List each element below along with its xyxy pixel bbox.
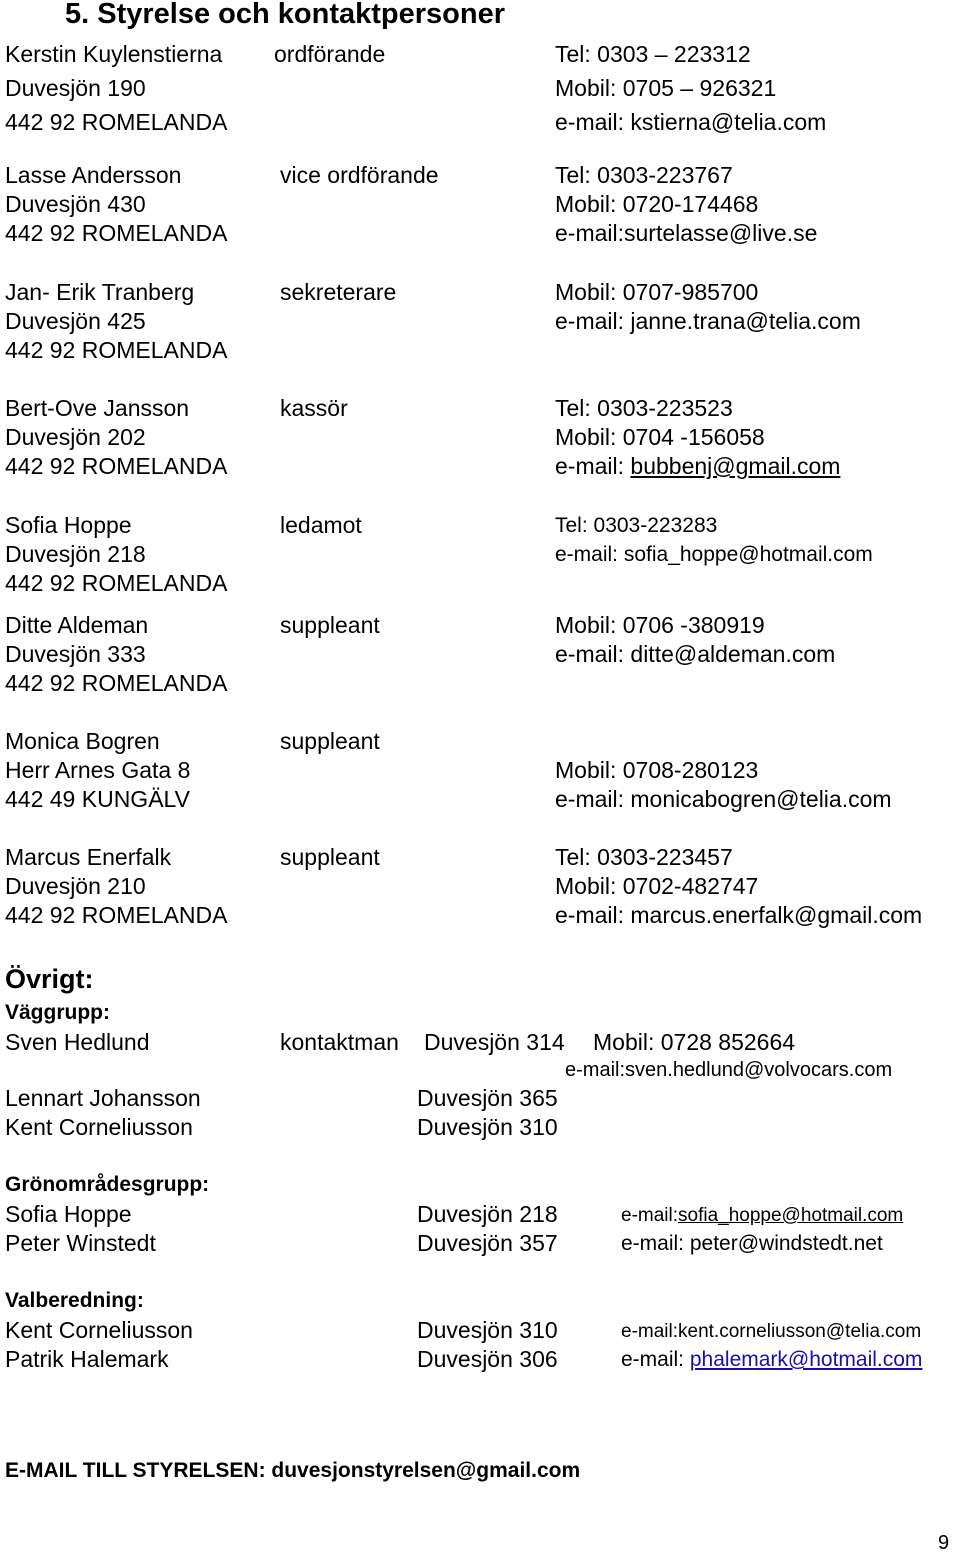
member-role: ordförande — [274, 41, 386, 67]
member-name: Monica Bogren — [5, 728, 160, 754]
contact-name: Peter Winstedt — [5, 1230, 156, 1256]
member-email: e-mail: kstierna@telia.com — [555, 109, 827, 135]
member-postal: 442 92 ROMELANDA — [5, 220, 228, 246]
email-link[interactable]: bubbenj@gmail.com — [630, 453, 841, 479]
member-mobile: Mobil: 0706 -380919 — [555, 612, 765, 638]
member-phone: Tel: 0303-223457 — [555, 844, 733, 870]
member-phone: Tel: 0303-223283 — [555, 514, 718, 537]
contact-address: Duvesjön 357 — [417, 1230, 558, 1256]
member-name: Marcus Enerfalk — [5, 844, 172, 870]
member-mobile: Mobil: 0708-280123 — [555, 757, 759, 783]
contact-email: e-mail:kent.corneliusson@telia.com — [621, 1321, 922, 1342]
member-postal: 442 92 ROMELANDA — [5, 902, 228, 928]
member-role: ledamot — [280, 512, 362, 538]
member-mobile: Mobil: 0702-482747 — [555, 873, 759, 899]
member-mobile: Mobil: 0704 -156058 — [555, 424, 765, 450]
contact-email: e-mail: peter@windstedt.net — [621, 1232, 883, 1255]
green-group-title: Grönområdesgrupp: — [5, 1173, 210, 1196]
member-email — [555, 455, 840, 478]
member-email: e-mail:surtelasse@live.se — [555, 220, 818, 246]
contact-address: Duvesjön 314 — [424, 1029, 565, 1055]
contact-name: Sven Hedlund — [5, 1029, 150, 1055]
member-mobile: Mobil: 0707-985700 — [555, 279, 759, 305]
member-name: Kerstin Kuylenstierna — [5, 41, 223, 67]
member-name: Bert-Ove Jansson — [5, 395, 190, 421]
member-email: e-mail: monicabogren@telia.com — [555, 786, 892, 812]
contact-email — [621, 1349, 922, 1370]
member-phone: Tel: 0303 – 223312 — [555, 41, 751, 67]
member-postal: 442 92 ROMELANDA — [5, 670, 228, 696]
contact-name: Sofia Hoppe — [5, 1201, 132, 1227]
contact-address: Duvesjön 310 — [417, 1317, 558, 1343]
member-mobile: Mobil: 0720-174468 — [555, 191, 759, 217]
contact-name: Kent Corneliusson — [5, 1317, 193, 1343]
member-mobile: Mobil: 0705 – 926321 — [555, 75, 777, 101]
nomination-group-title: Valberedning: — [5, 1289, 144, 1312]
contact-address: Duvesjön 306 — [417, 1346, 558, 1372]
member-postal: 442 49 KUNGÄLV — [5, 786, 190, 812]
member-role: sekreterare — [280, 279, 397, 305]
member-email: e-mail: sofia_hoppe@hotmail.com — [555, 543, 873, 566]
member-role: suppleant — [280, 844, 380, 870]
member-email: e-mail: janne.trana@telia.com — [555, 308, 861, 334]
email-label: e-mail: — [555, 453, 631, 479]
member-address: Duvesjön 202 — [5, 424, 146, 450]
contact-name: Patrik Halemark — [5, 1346, 169, 1372]
member-name: Sofia Hoppe — [5, 512, 132, 538]
other-heading: Övrigt: — [5, 964, 94, 994]
contact-email: e-mail:sven.hedlund@volvocars.com — [565, 1059, 893, 1081]
member-address: Duvesjön 425 — [5, 308, 146, 334]
board-email-footer: E-MAIL TILL STYRELSEN: duvesjonstyrelsen@gmail.com — [5, 1459, 581, 1482]
member-postal: 442 92 ROMELANDA — [5, 570, 228, 596]
contact-name: Lennart Johansson — [5, 1085, 201, 1111]
member-role: vice ordförande — [280, 162, 439, 188]
member-role: suppleant — [280, 728, 380, 754]
member-postal: 442 92 ROMELANDA — [5, 453, 228, 479]
contact-role: kontaktman — [280, 1029, 399, 1055]
member-address: Duvesjön 210 — [5, 873, 146, 899]
member-name: Lasse Andersson — [5, 162, 182, 188]
member-name: Jan- Erik Tranberg — [5, 279, 195, 305]
member-role: kassör — [280, 395, 348, 421]
contact-address: Duvesjön 218 — [417, 1201, 558, 1227]
wall-group-title: Väggrupp: — [5, 1001, 110, 1024]
member-phone: Tel: 0303-223523 — [555, 395, 733, 421]
member-phone: Tel: 0303-223767 — [555, 162, 733, 188]
member-email: e-mail: ditte@aldeman.com — [555, 641, 836, 667]
email-link[interactable]: sofia_hoppe@hotmail.com — [678, 1205, 904, 1226]
member-address: Duvesjön 430 — [5, 191, 146, 217]
email-label: e-mail: — [621, 1348, 690, 1371]
member-address: Duvesjön 218 — [5, 541, 146, 567]
page-number: 9 — [938, 1532, 950, 1554]
contact-address: Duvesjön 365 — [417, 1085, 558, 1111]
contact-name: Kent Corneliusson — [5, 1114, 193, 1140]
member-role: suppleant — [280, 612, 380, 638]
member-address: Duvesjön 333 — [5, 641, 146, 667]
contact-address: Duvesjön 310 — [417, 1114, 558, 1140]
member-address: Duvesjön 190 — [5, 75, 146, 101]
email-label: e-mail: — [621, 1205, 679, 1226]
member-address: Herr Arnes Gata 8 — [5, 757, 191, 783]
member-postal: 442 92 ROMELANDA — [5, 337, 228, 363]
email-link[interactable]: phalemark@hotmail.com — [689, 1348, 923, 1371]
member-name: Ditte Aldeman — [5, 612, 149, 638]
contact-email — [621, 1206, 903, 1225]
contact-mobile: Mobil: 0728 852664 — [593, 1029, 796, 1055]
member-email: e-mail: marcus.enerfalk@gmail.com — [555, 902, 923, 928]
page-title: 5. Styrelse och kontaktpersoner — [65, 0, 505, 30]
member-postal: 442 92 ROMELANDA — [5, 109, 228, 135]
